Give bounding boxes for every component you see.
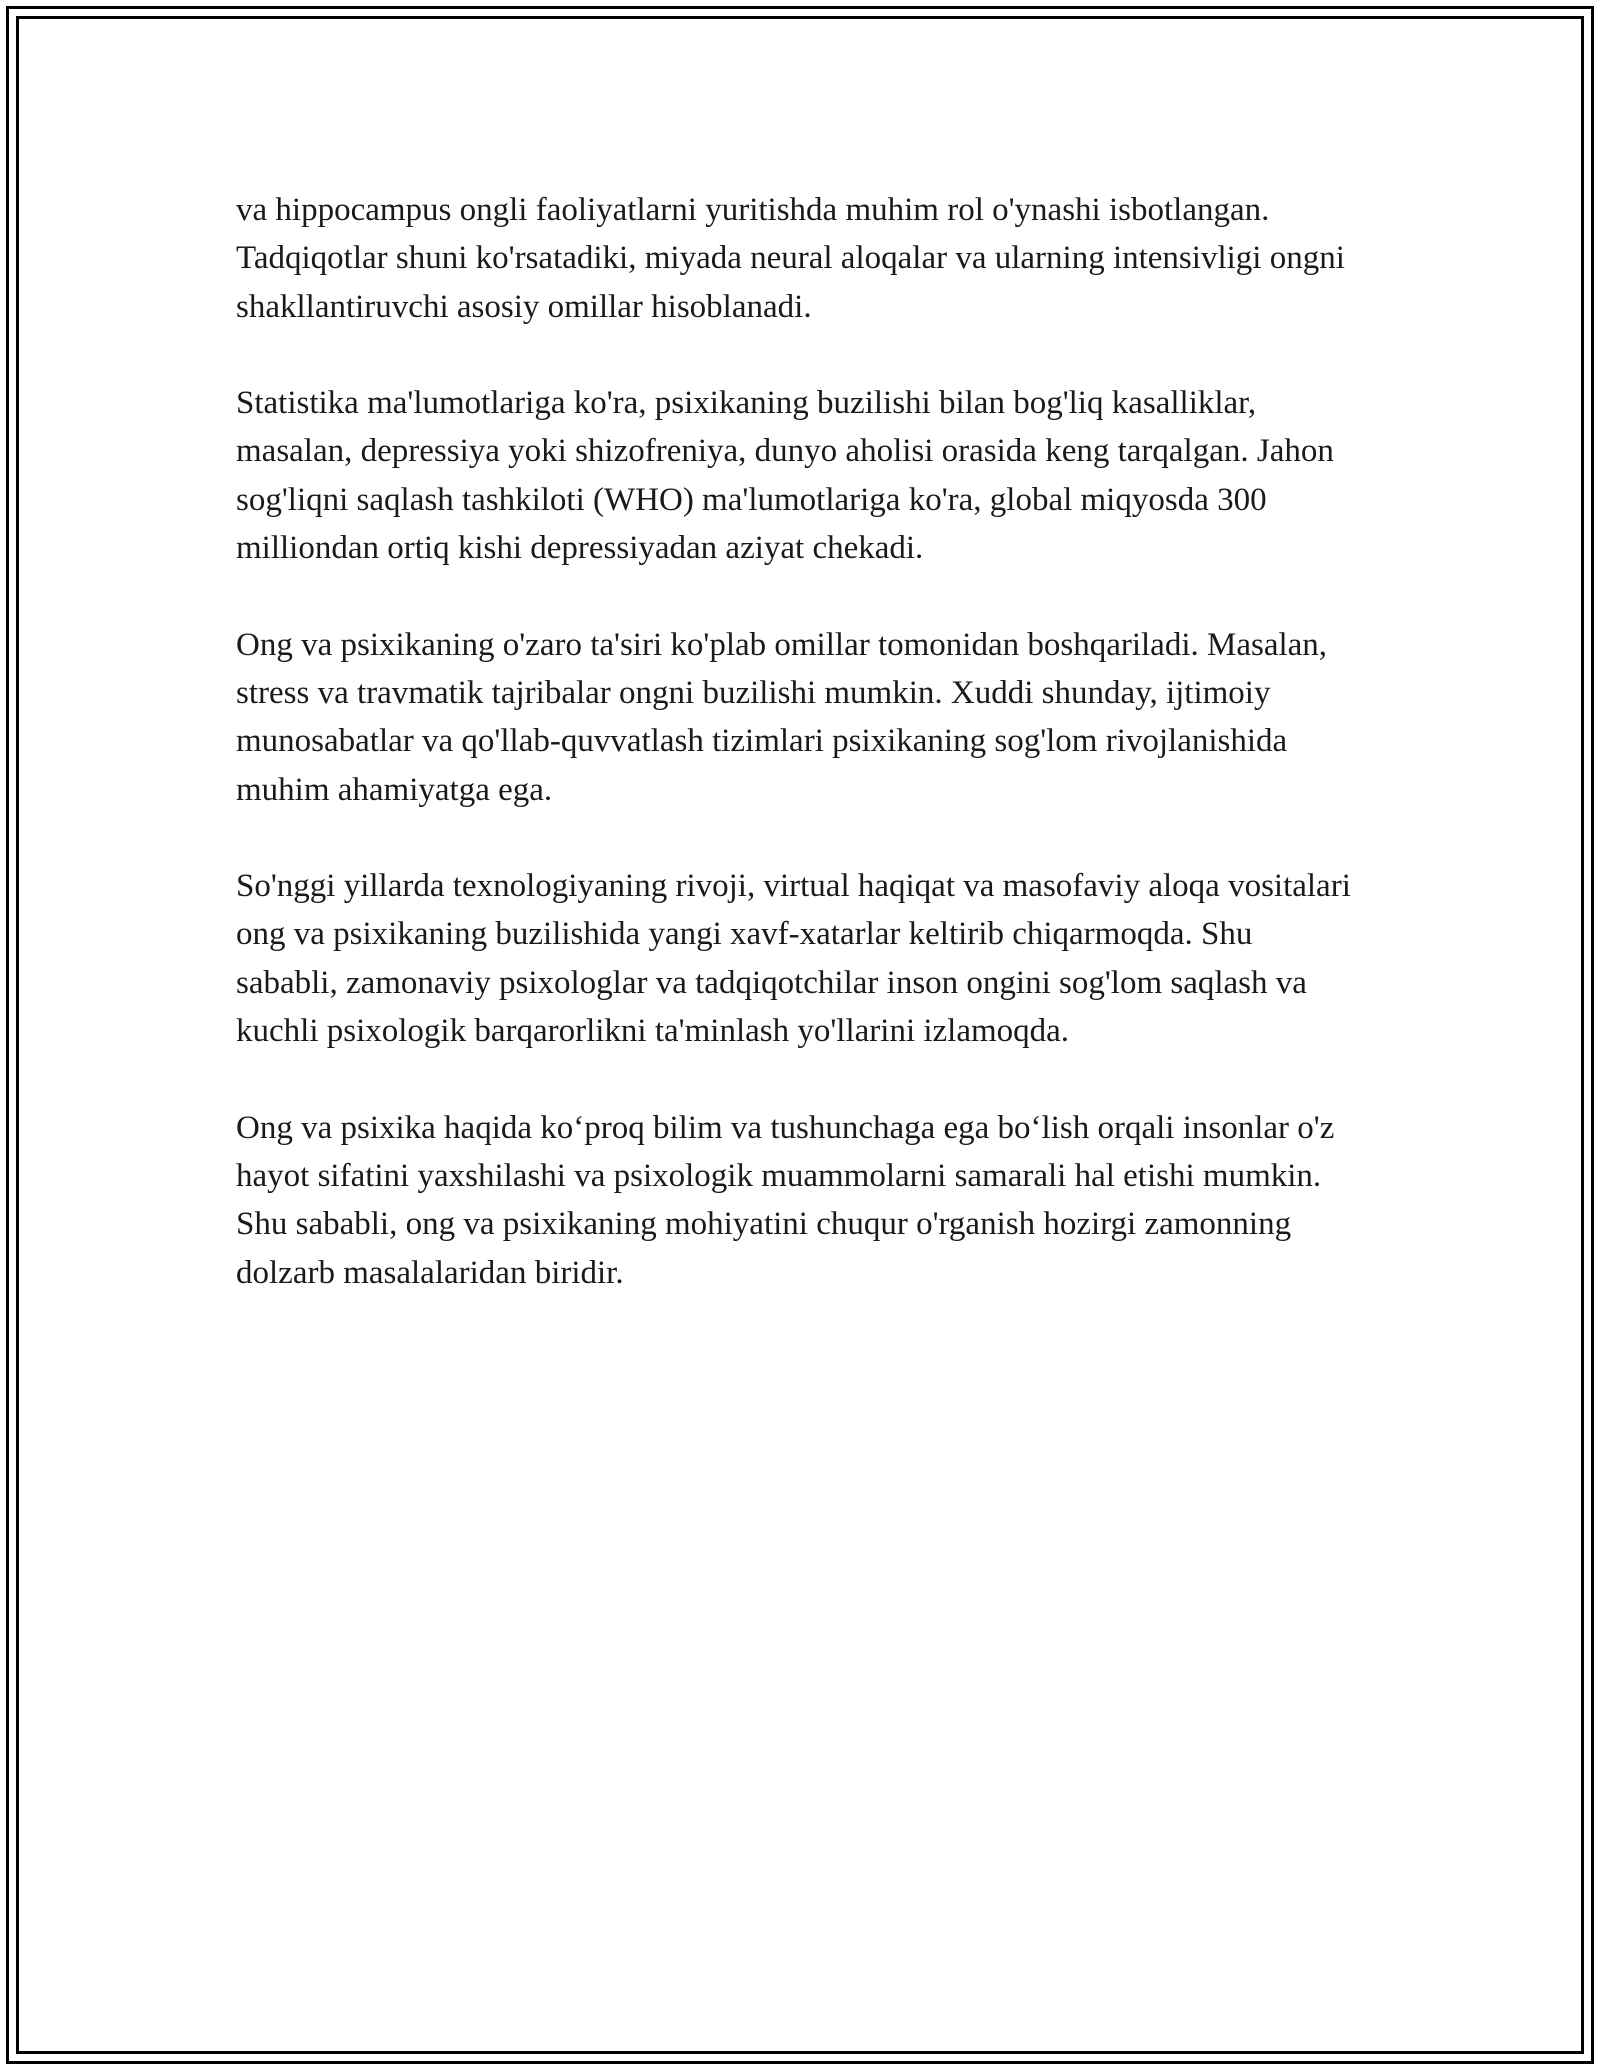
paragraph-2: Statistika ma'lumotlariga ko'ra, psixikaning buzilishi bilan bog'liq kasalliklar, masalan, depressiya yoki shizofreniya, dunyo aholisi orasida keng tarqalgan. Jahon sog'liqni saqlash tashkiloti (WHO) ma'lumotlariga ko'ra, global miqyosda 300 milliondan ortiq kishi depressiyadan aziyat chekadi. — [236, 385, 1334, 567]
paragraph-5: Ong va psixika haqida ko‘proq bilim va tushunchaga ega bo‘lish orqali insonlar o'z hayot sifatini yaxshilashi va psixologik muammolarni samarali hal etishi mumkin. Shu sababli, ong va psixikaning mohiyatini chuqur o'rganish hozirgi zamonning dolzarb masalalaridan biridir. — [236, 1109, 1335, 1291]
paragraph-1: va hippocampus ongli faoliyatlarni yuritishda muhim rol o'ynashi isbotlangan. Tadqiqotlar shuni ko'rsatadiki, miyada neural aloqalar va ularning intensivligi ongni shakllantiruvchi asosiy omillar hisoblanadi. — [236, 192, 1345, 325]
paragraph-4: So'nggi yillarda texnologiyaning rivoji, virtual haqiqat va masofaviy aloqa vositalari ong va psixikaning buzilishida yangi xavf-xatarlar keltirib chiqarmoqda. Shu sababli, zamonaviy psixologlar va tadqiqotchilar inson ongini sog'lom saqlash va kuchli psixologik barqarorlikni ta'minlash yo'llarini izlamoqda. — [236, 868, 1351, 1050]
document-body — [236, 186, 1356, 1297]
paragraph-3: Ong va psixikaning o'zaro ta'siri ko'plab omillar tomonidan boshqariladi. Masalan, stress va travmatik tajribalar ongni buzilishi mumkin. Xuddi shunday, ijtimoiy munosabatlar va qo'llab-quvvatlash tizimlari psixikaning sog'lom rivojlanishida muhim ahamiyatga ega. — [236, 626, 1328, 808]
